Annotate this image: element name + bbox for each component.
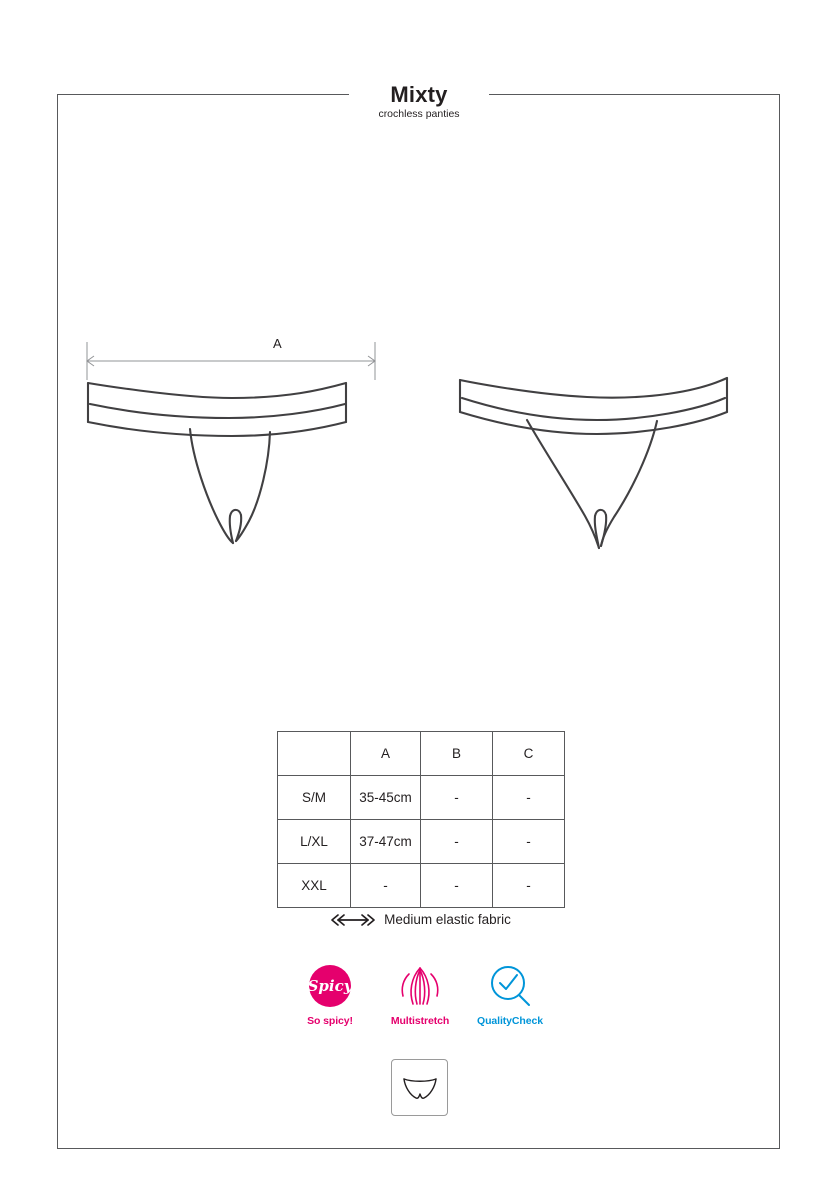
spicy-circle-icon <box>290 962 370 1010</box>
table-row <box>278 776 565 820</box>
title-block <box>349 62 489 130</box>
elastic-fabric-note <box>277 912 564 927</box>
row-value-c: - <box>493 820 565 864</box>
magnifier-check-icon <box>470 962 550 1010</box>
badge-caption: So spicy! <box>307 1015 353 1027</box>
badge-quality-check <box>470 962 550 1027</box>
row-value-b: - <box>421 776 493 820</box>
row-size-label: S/M <box>278 776 351 820</box>
page-title: Mixty <box>390 82 448 107</box>
size-table <box>277 731 565 908</box>
panties-icon <box>400 1073 440 1103</box>
table-header-b: B <box>421 732 493 776</box>
row-value-b: - <box>421 820 493 864</box>
dimension-arrow-a <box>87 342 375 380</box>
row-size-label: XXL <box>278 864 351 908</box>
badge-caption: Multistretch <box>390 1015 450 1027</box>
badge-multistretch <box>380 962 460 1027</box>
technical-drawings <box>57 320 780 620</box>
badge-caption: QualityCheck <box>477 1015 543 1027</box>
table-row <box>278 820 565 864</box>
table-header-a: A <box>351 732 421 776</box>
size-table-wrapper <box>277 731 564 908</box>
page-subtitle: crochless panties <box>378 108 460 120</box>
elastic-note-text: Medium elastic fabric <box>384 912 511 927</box>
table-row <box>278 864 565 908</box>
spicy-circle-text: Spicy <box>309 965 351 1007</box>
drawing-svg <box>57 320 780 620</box>
product-type-icon-box <box>391 1059 448 1116</box>
row-value-c: - <box>493 776 565 820</box>
row-value-c: - <box>493 864 565 908</box>
row-value-a: - <box>351 864 421 908</box>
dimension-label-a: A <box>273 336 282 351</box>
table-header-c: C <box>493 732 565 776</box>
double-arrow-icon <box>330 913 376 927</box>
table-header-row <box>278 732 565 776</box>
multistretch-icon <box>380 962 460 1010</box>
row-value-a: 35-45cm <box>351 776 421 820</box>
front-view-drawing <box>88 383 346 543</box>
feature-badges <box>290 962 550 1027</box>
table-header-empty <box>278 732 351 776</box>
row-value-a: 37-47cm <box>351 820 421 864</box>
back-view-drawing <box>460 378 727 548</box>
row-value-b: - <box>421 864 493 908</box>
badge-so-spicy <box>290 962 370 1027</box>
row-size-label: L/XL <box>278 820 351 864</box>
